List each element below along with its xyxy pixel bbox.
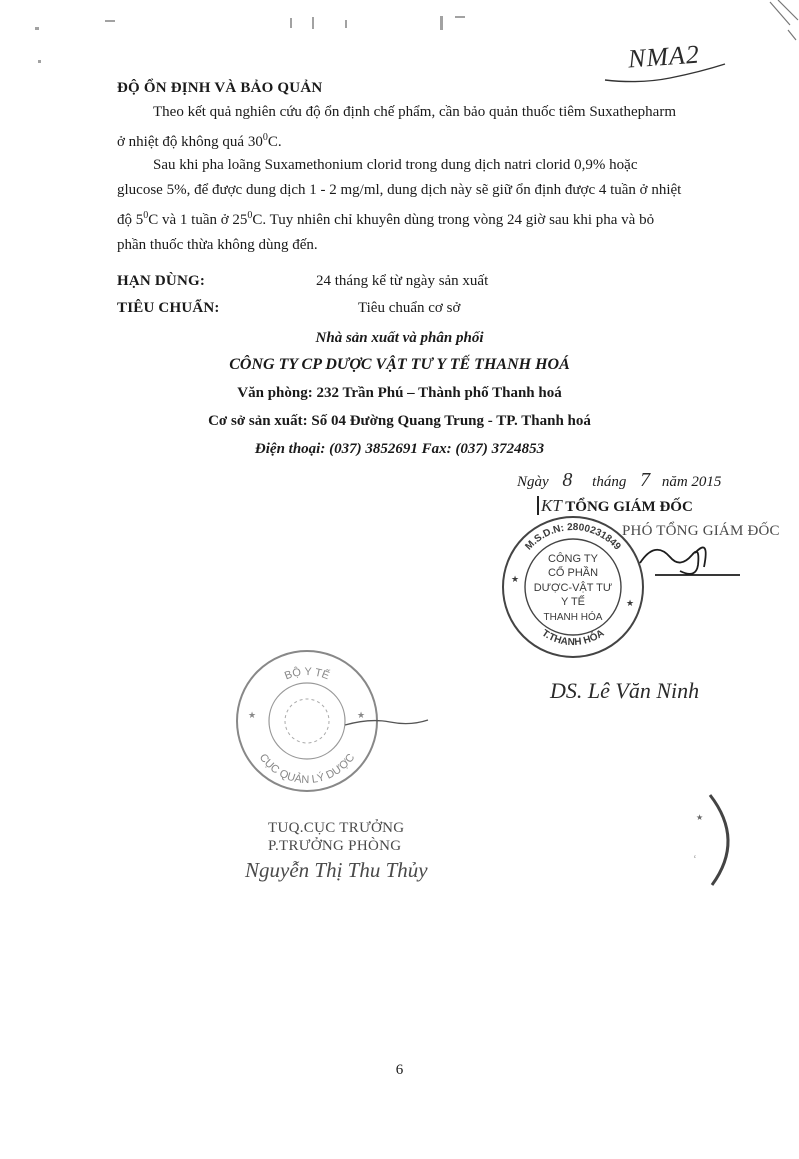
scan-artifact bbox=[35, 27, 39, 30]
factory-address: Cơ sở sản xuất: Số 04 Đường Quang Trung - TP. Thanh hoá bbox=[208, 413, 591, 429]
approval-name: Nguyễn Thị Thu Thủy bbox=[245, 858, 428, 882]
scan-artifact bbox=[455, 16, 465, 18]
stamp-ring-top: M.S.D.N: 2800231849 bbox=[523, 521, 623, 553]
office-address: Văn phòng: 232 Trần Phú – Thành phố Thanh hoá bbox=[237, 385, 562, 401]
stamp-ring-bottom: T.THANH HÓA bbox=[539, 627, 607, 649]
ministry-ring-top: BỘ Y TẾ bbox=[283, 666, 331, 683]
approval-line-2: P.TRƯỞNG PHÒNG bbox=[268, 838, 402, 854]
text-line: glucose 5%, để được dung dịch 1 - 2 mg/ml, dung dịch này sẽ giữ ổn định được 4 tuần ở nhiệt bbox=[117, 182, 682, 198]
stamp-center-line: CỔ PHẦN bbox=[547, 567, 599, 579]
corner-fold-artifact bbox=[760, 0, 799, 45]
text-line: Theo kết quả nghiên cứu độ ổn định chế phẩm, cần bảo quản thuốc tiêm Suxathepharm bbox=[153, 104, 676, 120]
stability-paragraph-1 bbox=[117, 100, 729, 155]
contact-info: Điện thoại: (037) 3852691 Fax: (037) 3724853 bbox=[254, 441, 545, 457]
approval-line-1: TUQ.CỤC TRƯỞNG bbox=[268, 820, 405, 836]
stability-heading: ĐỘ ỔN ĐỊNH VÀ BẢO QUẢN bbox=[117, 80, 323, 96]
deputy-title: PHÓ TỔNG GIÁM ĐỐC bbox=[622, 523, 780, 539]
scan-artifact bbox=[440, 16, 443, 30]
date-day: 8 bbox=[562, 469, 573, 491]
date-line: Ngày 8 tháng 7 năm 2015 bbox=[517, 469, 722, 491]
scan-artifact bbox=[345, 20, 347, 28]
approval-signature-stroke bbox=[340, 710, 430, 735]
stamp-center-line: DƯỢC-VẬT TƯ bbox=[533, 582, 613, 594]
text-line: phần thuốc thừa không dùng đến. bbox=[117, 237, 318, 253]
stability-paragraph-2 bbox=[117, 153, 729, 258]
note-underline bbox=[600, 58, 730, 88]
partial-stamp-edge bbox=[690, 790, 750, 890]
stamp-center-line: THANH HÓA bbox=[543, 612, 603, 623]
stamp-star: ★ bbox=[511, 574, 520, 584]
stamp-center-line: CÔNG TY bbox=[548, 553, 598, 565]
director-name: DS. Lê Văn Ninh bbox=[550, 678, 700, 703]
stamp-star: ★ bbox=[626, 598, 635, 608]
standard-value: Tiêu chuẩn cơ sở bbox=[358, 300, 461, 316]
svg-text:★: ★ bbox=[696, 813, 704, 822]
page-number: 6 bbox=[395, 1062, 404, 1078]
expiry-label: HẠN DÙNG: bbox=[117, 273, 206, 289]
scan-artifact bbox=[38, 60, 41, 63]
scan-artifact bbox=[312, 17, 314, 29]
expiry-value: 24 tháng kể từ ngày sản xuất bbox=[316, 273, 489, 289]
stamp-star: ★ bbox=[248, 710, 257, 720]
text-line: độ $5^0C$ và 1 tuần ở $25^0C$. Tuy nhiên chỉ khuyên dùng trong vòng 24 giờ sau khi pha và bỏ bbox=[117, 210, 655, 228]
stamp-star: ★ bbox=[357, 710, 366, 720]
date-month: 7 bbox=[640, 469, 651, 491]
text-line: ở nhiệt độ không quá $30^0C$. bbox=[117, 132, 282, 150]
svg-text:T.THANH HÓA bbox=[540, 628, 607, 648]
text-line: Sau khi pha loãng Suxamethonium clorid trong dung dịch natri clorid 0,9% hoặc bbox=[153, 157, 638, 173]
scan-artifact bbox=[290, 18, 292, 28]
handwritten-note: NMA2 bbox=[627, 39, 701, 74]
scan-artifact bbox=[105, 20, 115, 22]
svg-text:BỘ Y TẾ bbox=[283, 665, 331, 682]
kt-mark: KT bbox=[537, 496, 562, 515]
signatory-title: KT TỔNG GIÁM ĐỐC bbox=[537, 496, 693, 516]
ministry-ring-bottom: CỤC QUẢN LÝ DƯỢC bbox=[256, 751, 358, 787]
director-signature bbox=[600, 535, 750, 585]
svg-text:ᶜ: ᶜ bbox=[694, 853, 697, 862]
manufacturer-intro: Nhà sản xuất và phân phối bbox=[315, 330, 484, 346]
standard-label: TIÊU CHUẨN: bbox=[117, 300, 220, 316]
company-name: CÔNG TY CP DƯỢC VẬT TƯ Y TẾ THANH HOÁ bbox=[229, 356, 570, 373]
stamp-center-line: Y TẾ bbox=[560, 596, 586, 608]
